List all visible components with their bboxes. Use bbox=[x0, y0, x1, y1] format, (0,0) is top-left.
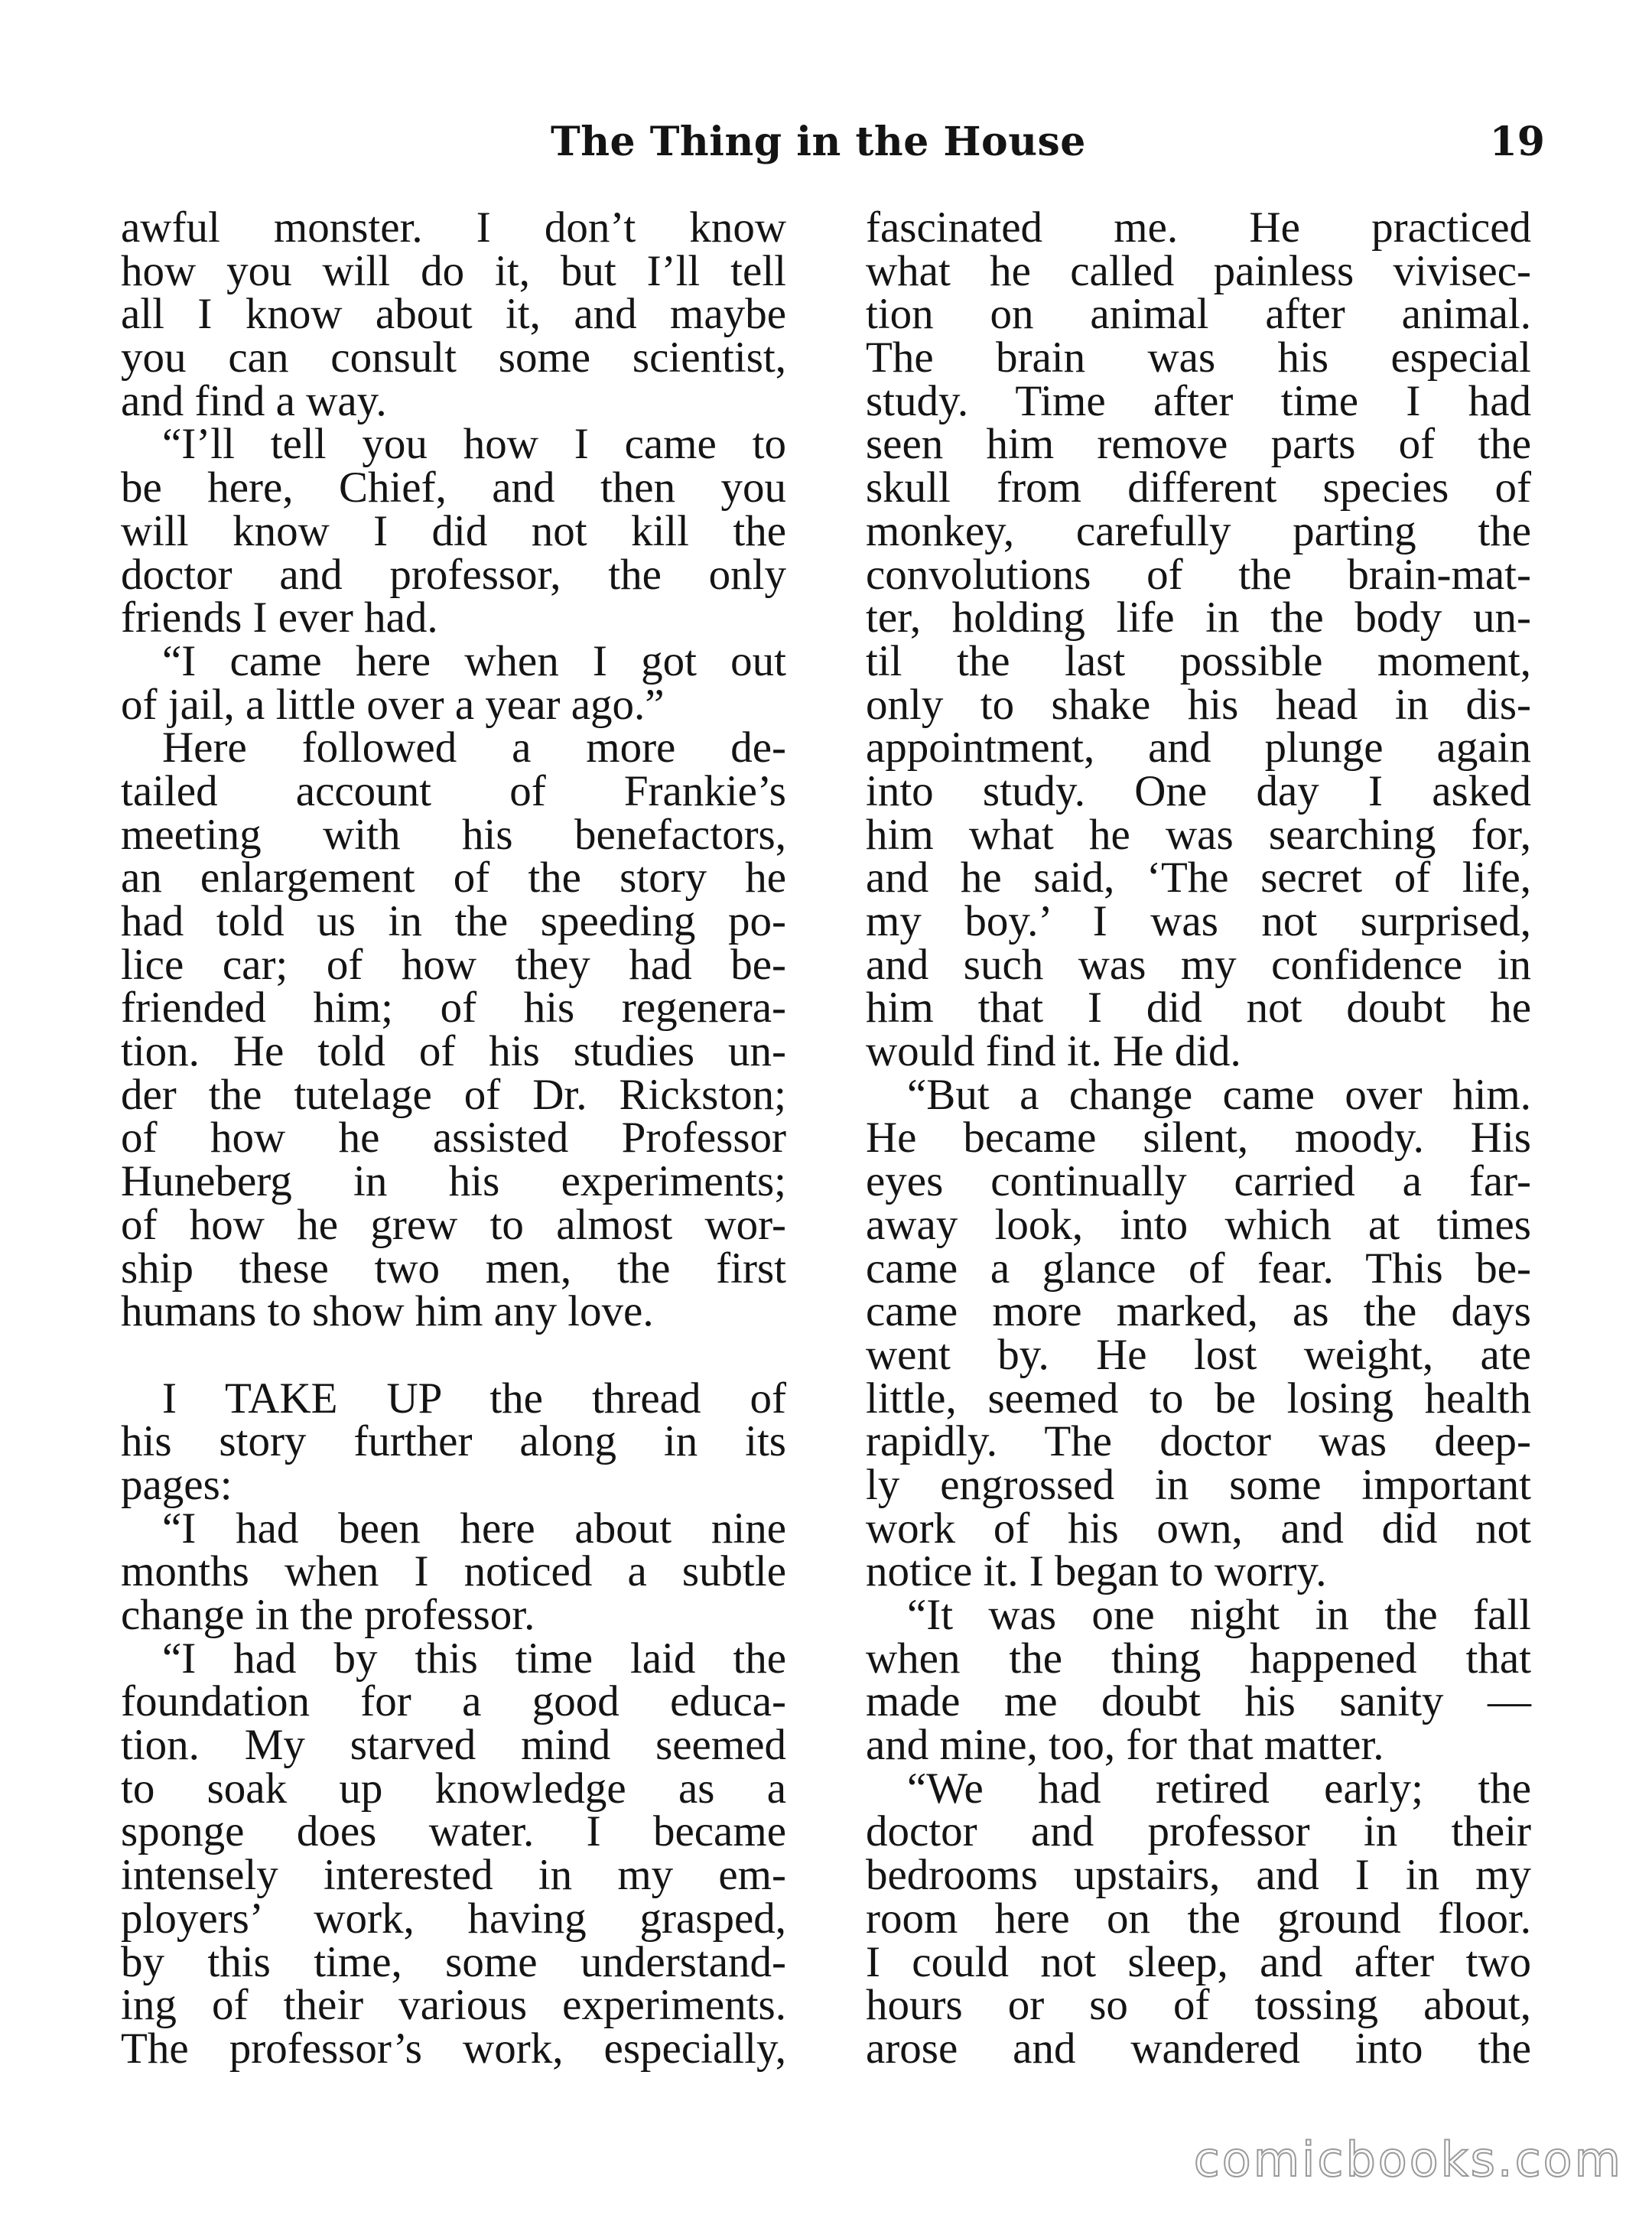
text-line: friends I ever had. bbox=[121, 594, 438, 642]
text-line: tion. My starved mind seemed bbox=[121, 1721, 786, 1770]
text-line: and he said, ‘The secret of life, bbox=[866, 854, 1531, 902]
text-line: awful monster. I don’t know bbox=[121, 203, 786, 252]
text-line: Here followed a more de- bbox=[162, 724, 786, 772]
text-line: went by. He lost weight, ate bbox=[866, 1330, 1531, 1379]
text-line: by this time, some understand- bbox=[121, 1937, 786, 1986]
text-line bbox=[121, 1334, 786, 1377]
text-line: into study. One day I asked bbox=[866, 766, 1531, 815]
text-line: his story further along in its bbox=[121, 1417, 786, 1466]
text-line: will know I did not kill the bbox=[121, 506, 786, 555]
text-line: skull from different species of bbox=[866, 463, 1531, 512]
text-line: The professor’s work, especially, bbox=[121, 2024, 786, 2073]
text-line: I TAKE UP the thread of bbox=[162, 1374, 786, 1423]
text-line: meeting with his benefactors, bbox=[121, 810, 786, 859]
text-line: months when I noticed a subtle bbox=[121, 1547, 786, 1596]
text-line: The brain was his especial bbox=[866, 333, 1531, 382]
text-line: sponge does water. I became bbox=[121, 1807, 786, 1856]
text-line: monkey, carefully parting the bbox=[866, 506, 1531, 555]
text-line: “But a change came over him. bbox=[907, 1070, 1531, 1119]
text-line: him that I did not doubt he bbox=[866, 984, 1531, 1033]
text-line: arose and wandered into the bbox=[866, 2024, 1531, 2073]
text-line: I could not sleep, and after two bbox=[866, 1937, 1531, 1986]
text-line: an enlargement of the story he bbox=[121, 854, 786, 902]
text-line: ployers’ work, having grasped, bbox=[121, 1894, 786, 1943]
text-line: der the tutelage of Dr. Rickston; bbox=[121, 1070, 786, 1119]
text-line: of how he assisted Professor bbox=[121, 1114, 786, 1163]
text-line: how you will do it, but I’ll tell bbox=[121, 246, 786, 295]
text-line: “It was one night in the fall bbox=[907, 1591, 1531, 1639]
text-line: away look, into which at times bbox=[866, 1200, 1531, 1249]
text-line: made me doubt his sanity — bbox=[866, 1677, 1531, 1726]
text-line: tailed account of Frankie’s bbox=[121, 766, 786, 815]
text-line: “We had retired early; the bbox=[907, 1764, 1531, 1813]
text-line: ing of their various experiments. bbox=[121, 1981, 786, 2030]
watermark-logo: comicbooks.com bbox=[1193, 2132, 1623, 2187]
text-line: room here on the ground floor. bbox=[866, 1894, 1531, 1943]
running-title: The Thing in the House bbox=[551, 119, 1086, 165]
text-line: pages: bbox=[121, 1460, 233, 1509]
text-line: He became silent, moody. His bbox=[866, 1114, 1531, 1163]
text-line: lice car; of how they had be- bbox=[121, 940, 786, 989]
text-line: of jail, a little over a year ago.” bbox=[121, 680, 665, 729]
text-line: came more marked, as the days bbox=[866, 1287, 1531, 1336]
text-line: and find a way. bbox=[121, 376, 387, 425]
text-line: hours or so of tossing about, bbox=[866, 1981, 1531, 2030]
text-line: “I came here when I got out bbox=[162, 636, 786, 685]
text-line: to soak up knowledge as a bbox=[121, 1764, 786, 1813]
text-line: eyes continually carried a far- bbox=[866, 1157, 1531, 1206]
text-line: work of his own, and did not bbox=[866, 1504, 1531, 1553]
text-line: doctor and professor, the only bbox=[121, 550, 786, 599]
text-line: intensely interested in my em- bbox=[121, 1851, 786, 1900]
text-line: til the last possible moment, bbox=[866, 636, 1531, 685]
text-line: Huneberg in his experiments; bbox=[121, 1157, 786, 1206]
text-line: foundation for a good educa- bbox=[121, 1677, 786, 1726]
text-line: only to shake his head in dis- bbox=[866, 680, 1531, 729]
text-line: be here, Chief, and then you bbox=[121, 463, 786, 512]
text-line: study. Time after time I had bbox=[866, 376, 1531, 425]
text-line: tion. He told of his studies un- bbox=[121, 1027, 786, 1076]
page-number: 19 bbox=[1489, 119, 1545, 165]
text-line: of how he grew to almost wor- bbox=[121, 1200, 786, 1249]
text-line: friended him; of his regenera- bbox=[121, 984, 786, 1033]
text-line: ter, holding life in the body un- bbox=[866, 594, 1531, 642]
text-line: convolutions of the brain-mat- bbox=[866, 550, 1531, 599]
text-line: had told us in the speeding po- bbox=[121, 897, 786, 945]
text-line: humans to show him any love. bbox=[121, 1287, 654, 1336]
text-line: you can consult some scientist, bbox=[121, 333, 786, 382]
text-line: doctor and professor in their bbox=[866, 1807, 1531, 1856]
text-line: what he called painless vivisec- bbox=[866, 246, 1531, 295]
text-line: fascinated me. He practiced bbox=[866, 203, 1531, 252]
text-line: would find it. He did. bbox=[866, 1027, 1241, 1076]
text-line: “I’ll tell you how I came to bbox=[162, 420, 786, 469]
text-line: ship these two men, the first bbox=[121, 1244, 786, 1293]
text-line: tion on animal after animal. bbox=[866, 290, 1531, 339]
text-line: ly engrossed in some important bbox=[866, 1460, 1531, 1509]
text-line: little, seemed to be losing health bbox=[866, 1374, 1531, 1423]
text-line: when the thing happened that bbox=[866, 1634, 1531, 1683]
text-line: notice it. I began to worry. bbox=[866, 1547, 1327, 1596]
text-line: “I had by this time laid the bbox=[162, 1634, 786, 1683]
text-line: him what he was searching for, bbox=[866, 810, 1531, 859]
text-line: rapidly. The doctor was deep- bbox=[866, 1417, 1531, 1466]
text-line: all I know about it, and maybe bbox=[121, 290, 786, 339]
left-text-column bbox=[121, 203, 786, 2073]
text-line: and such was my confidence in bbox=[866, 940, 1531, 989]
text-line: appointment, and plunge again bbox=[866, 724, 1531, 772]
right-text-column bbox=[866, 203, 1531, 2073]
text-line: “I had been here about nine bbox=[162, 1504, 786, 1553]
page-header bbox=[122, 119, 1545, 180]
text-line: change in the professor. bbox=[121, 1591, 535, 1639]
text-line: seen him remove parts of the bbox=[866, 420, 1531, 469]
text-line: my boy.’ I was not surprised, bbox=[866, 897, 1531, 945]
text-line: came a glance of fear. This be- bbox=[866, 1244, 1531, 1293]
text-line: and mine, too, for that matter. bbox=[866, 1721, 1384, 1770]
text-line: bedrooms upstairs, and I in my bbox=[866, 1851, 1531, 1900]
